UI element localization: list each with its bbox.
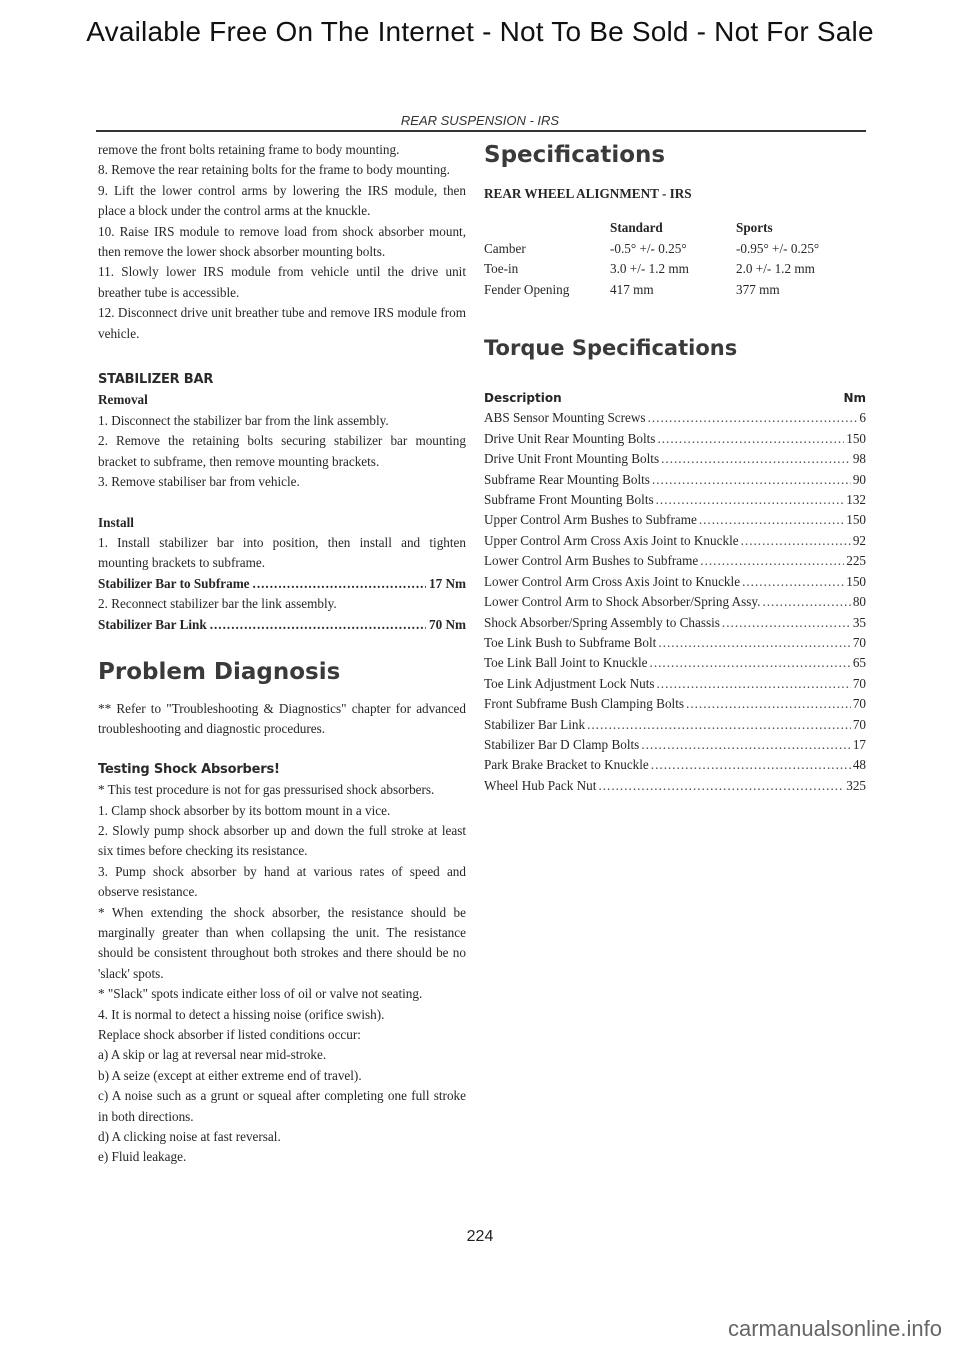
torque-description: ABS Sensor Mounting Screws [484,410,646,426]
torque-row [484,633,866,653]
specifications-title: Specifications [484,142,666,168]
leader-dots [657,674,851,694]
leader-dots [587,715,851,735]
torque-value: 325 [846,777,866,793]
torque-value: 17 [852,736,866,752]
torque-description: Subframe Front Mounting Bolts [484,492,654,508]
alignment-row [484,259,866,279]
torque-description: Drive Unit Rear Mounting Bolts [484,430,656,446]
testing-line: Replace shock absorber if listed conditions occur: [98,1027,361,1043]
alignment-col-header: Standard [610,220,663,236]
torque-row [484,429,866,449]
footer-url: carmanualsonline.info [727,1316,942,1341]
alignment-cell: Camber [484,240,526,256]
leader-dots [598,776,844,796]
testing-line: d) A clicking noise at fast reversal. [98,1129,281,1145]
testing-line: * "Slack" spots indicate either loss of oil or valve not seating. [98,986,423,1002]
leader-dots [651,755,851,775]
torque-value: 80 [852,594,866,610]
torque-row [484,715,866,735]
removal-step: 2. Remove the retaining bolts securing stabilizer bar mounting bracket to subframe, then remove mounting brackets. [98,433,466,469]
alignment-cell: -0.5° +/- 0.25° [610,240,687,256]
leader-dots [742,572,844,592]
torque-value: 70 [852,696,866,712]
header-rule [96,130,866,132]
removal-heading: Removal [98,392,148,408]
testing-line: c) A noise such as a grunt or squeal after completing one full stroke in both directions. [98,1088,466,1124]
torque-col-unit: Nm [843,391,866,406]
intro-line: 8. Remove the rear retaining bolts for the frame to body mounting. [98,162,450,178]
torque-row [484,674,866,694]
leader-dots [722,613,851,633]
torque-row [484,470,866,490]
leader-dots [762,592,850,612]
leader-dots [210,615,426,635]
testing-line: 1. Clamp shock absorber by its bottom mount in a vice. [98,802,391,818]
torque-row [484,572,866,592]
leader-dots [686,694,851,714]
torque-spec-line [98,574,466,594]
leader-dots [700,551,844,571]
torque-row [484,592,866,612]
torque-description: Front Subframe Bush Clamping Bolts [484,696,685,712]
leader-dots [641,735,851,755]
stabilizer-heading: STABILIZER BAR [98,372,214,388]
torque-row [484,408,866,428]
torque-description: Toe Link Bush to Subframe Bolt [484,634,657,650]
torque-value: 90 [852,471,866,487]
torque-description: Shock Absorber/Spring Assembly to Chassis [484,614,720,630]
intro-line: 9. Lift the lower control arms by lowering the IRS module, then place a block under the control arms at the knuckle. [98,182,466,219]
testing-line: * This test procedure is not for gas pressurised shock absorbers. [98,782,435,798]
torque-row [484,551,866,571]
torque-header-row [484,388,866,408]
torque-row [484,776,866,796]
torque-row [484,653,866,673]
leader-dots [253,574,426,594]
testing-line: * When extending the shock absorber, the resistance should be marginally greater than when collapsing the unit. The resistance should be consistent throughout both strokes and there should be no 'slack' spots. [98,904,466,981]
torque-description: Lower Control Arm Cross Axis Joint to Knuckle [484,573,741,589]
alignment-cell: Toe-in [484,261,519,277]
torque-col-description: Description [484,391,562,406]
problem-diagnosis-title: Problem Diagnosis [98,658,341,685]
torque-description: Stabilizer Bar Link [484,716,586,732]
torque-row [484,694,866,714]
torque-row [484,510,866,530]
torque-table [484,408,866,796]
watermark-banner: Available Free On The Internet - Not To Be Sold - Not For Sale [86,16,874,47]
alignment-heading: REAR WHEEL ALIGNMENT - IRS [484,186,692,201]
torque-row [484,449,866,469]
torque-value: 225 [846,553,866,569]
running-head: REAR SUSPENSION - IRS [400,113,560,128]
testing-line: 2. Slowly pump shock absorber up and down the full stroke at least six times before checking its resistance. [98,822,466,859]
torque-value: 70 [852,716,866,732]
install-heading: Install [98,514,134,530]
leader-dots [652,470,851,490]
leader-dots [699,510,844,530]
torque-description: Wheel Hub Pack Nut [484,777,597,793]
alignment-cell: Fender Opening [484,281,570,297]
torque-description: Upper Control Arm Cross Axis Joint to Knuckle [484,532,739,548]
torque-description: Park Brake Bracket to Knuckle [484,757,649,773]
torque-value: 70 [852,634,866,650]
torque-value: 150 [846,573,866,589]
torque-value: 48 [852,757,866,773]
install-step: 1. Install stabilizer bar into position, then install and tighten mounting brackets to subframe. [98,534,466,571]
torque-value: 150 [846,430,866,446]
testing-line: b) A seize (except at either extreme end of travel). [98,1067,362,1083]
leader-dots [648,408,858,428]
alignment-row [484,239,866,259]
alignment-header-row [484,218,866,238]
alignment-cell: 2.0 +/- 1.2 mm [736,261,815,277]
torque-value: 150 [846,512,866,528]
torque-value: 98 [852,451,866,467]
alignment-col-header: Sports [736,220,773,236]
torque-row [484,490,866,510]
torque-value: 35 [852,614,866,630]
torque-row [484,755,866,775]
torque-specifications-title: Torque Specifications [484,336,738,361]
torque-value: 92 [852,532,866,548]
testing-line: 3. Pump shock absorber by hand at various rates of speed and observe resistance. [98,863,466,900]
torque-description: Subframe Rear Mounting Bolts [484,471,650,487]
testing-line: a) A skip or lag at reversal near mid-stroke. [98,1047,327,1063]
alignment-row [484,280,866,300]
torque-row [484,613,866,633]
torque-description: Toe Link Ball Joint to Knuckle [484,655,648,671]
install-step: 2. Reconnect stabilizer bar the link assembly. [98,596,337,612]
torque-description: Lower Control Arm to Shock Absorber/Spring Assy. [484,594,761,610]
leader-dots [741,531,851,551]
leader-dots [657,429,844,449]
leader-dots [650,653,851,673]
torque-description: Upper Control Arm Bushes to Subframe [484,512,697,528]
testing-heading: Testing Shock Absorbers! [98,761,280,777]
torque-description: Stabilizer Bar D Clamp Bolts [484,736,640,752]
torque-spec-line [98,615,466,635]
alignment-cell: 417 mm [610,281,654,297]
removal-step: 3. Remove stabiliser bar from vehicle. [98,474,300,490]
torque-value: 6 [859,410,866,426]
testing-line: e) Fluid leakage. [98,1149,187,1165]
torque-spec-value: 70 Nm [429,616,466,632]
testing-line: 4. It is normal to detect a hissing noise (orifice swish). [98,1006,385,1022]
intro-line: 11. Slowly lower IRS module from vehicle until the drive unit breather tube is accessible. [98,264,466,300]
alignment-col-header [484,218,610,238]
torque-value: 70 [852,675,866,691]
left-column [98,140,466,1168]
torque-spec-value: 17 Nm [429,575,466,591]
removal-step: 1. Disconnect the stabilizer bar from the link assembly. [98,412,389,428]
intro-line: remove the front bolts retaining frame to body mounting. [98,142,400,157]
intro-line: 10. Raise IRS module to remove load from shock absorber mount, then remove the lower shock absorber mounting bolts. [98,223,466,260]
torque-row [484,735,866,755]
torque-spec-label: Stabilizer Bar Link [98,616,207,632]
intro-line: 12. Disconnect drive unit breather tube and remove IRS module from vehicle. [98,305,466,341]
alignment-cell: -0.95° +/- 0.25° [736,240,820,256]
leader-dots [656,490,845,510]
right-column [484,140,866,796]
torque-value: 132 [846,492,866,508]
torque-description: Lower Control Arm Bushes to Subframe [484,553,699,569]
torque-description: Drive Unit Front Mounting Bolts [484,451,660,467]
alignment-cell: 377 mm [736,281,780,297]
torque-row [484,531,866,551]
alignment-cell: 3.0 +/- 1.2 mm [610,261,689,277]
torque-value: 65 [852,655,866,671]
leader-dots [658,633,850,653]
torque-spec-label: Stabilizer Bar to Subframe [98,575,250,591]
torque-description: Toe Link Adjustment Lock Nuts [484,675,655,691]
page-number: 224 [466,1228,494,1245]
leader-dots [661,449,851,469]
problem-intro: ** Refer to "Troubleshooting & Diagnostics" chapter for advanced troubleshooting and diagnostic procedures. [98,700,466,737]
